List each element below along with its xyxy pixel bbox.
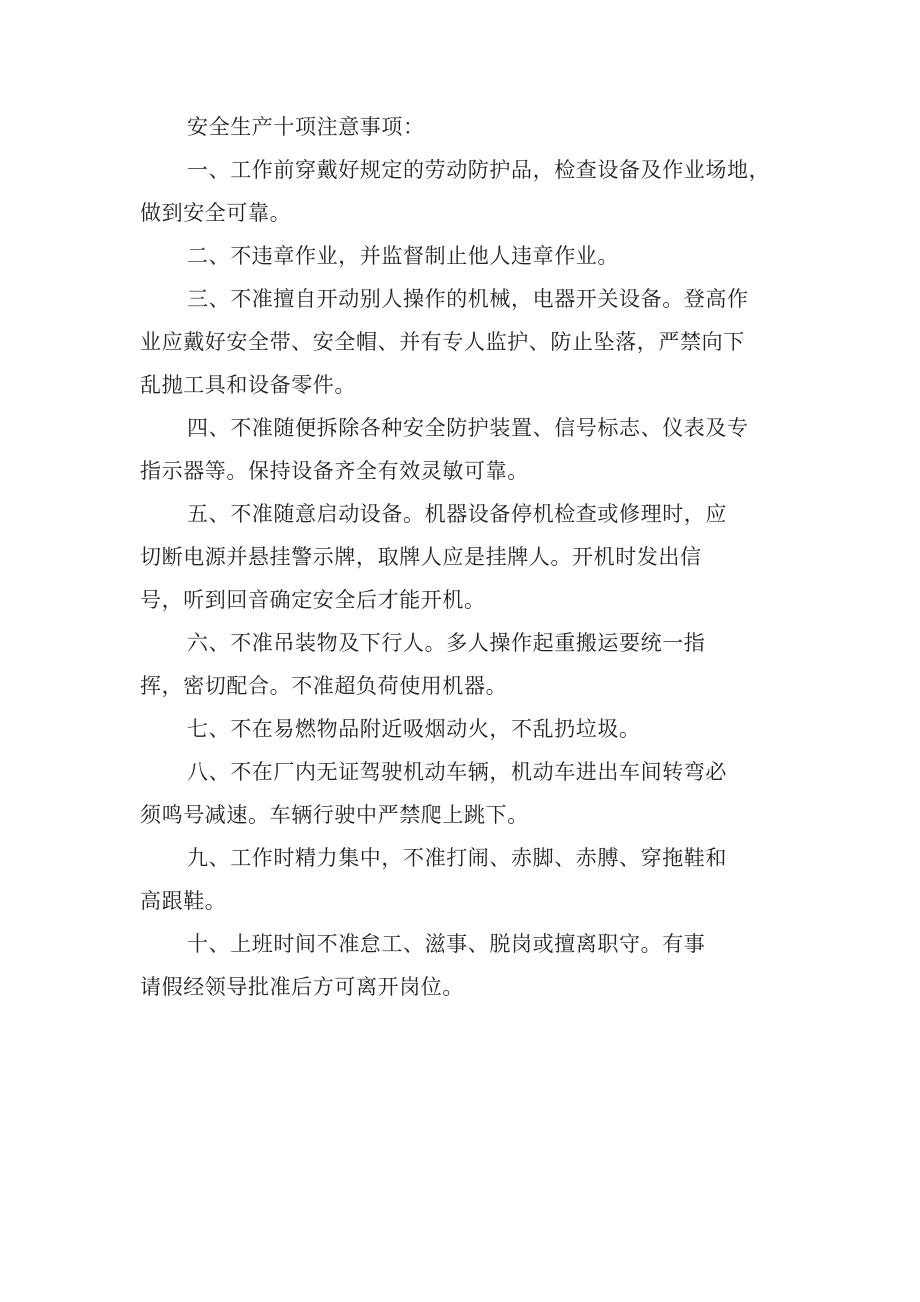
- document-body: [140, 106, 790, 1009]
- rule-line: 七、不在易燃物品附近吸烟动火，不乱扔垃圾。: [187, 717, 641, 741]
- rule-line: 须鸣号减速。车辆行驶中严禁爬上跳下。: [140, 803, 529, 827]
- rule-item-3: [140, 278, 790, 407]
- rule-line: 三、不准擅自开动别人操作的机械，电器开关设备。登高作: [187, 287, 749, 311]
- rule-line: 九、工作时精力集中，不准打闹、赤脚、赤膊、穿拖鞋和: [187, 846, 727, 870]
- rule-line: 指示器等。保持设备齐全有效灵敏可靠。: [140, 459, 529, 483]
- rule-line: 高跟鞋。: [140, 889, 227, 913]
- rule-line: 二、不违章作业，并监督制止他人违章作业。: [187, 244, 619, 268]
- rule-item-2: [140, 235, 790, 278]
- rule-line: 六、不准吊装物及下行人。多人操作起重搬运要统一指: [187, 631, 706, 655]
- rule-item-7: [140, 708, 790, 751]
- rule-line: 挥，密切配合。不准超负荷使用机器。: [140, 674, 508, 698]
- rule-line: 八、不在厂内无证驾驶机动车辆，机动车进出车间转弯必: [187, 760, 727, 784]
- rule-item-10: [140, 923, 790, 1009]
- document-heading: 安全生产十项注意事项：: [187, 115, 425, 139]
- rule-line: 做到安全可靠。: [140, 201, 292, 225]
- rule-line: 乱抛工具和设备零件。: [140, 373, 356, 397]
- rule-line: 请假经领导批准后方可离开岗位。: [140, 975, 464, 999]
- rule-line: 一、工作前穿戴好规定的劳动防护品，检查设备及作业场地，: [187, 158, 771, 182]
- rule-line: 四、不准随便拆除各种安全防护装置、信号标志、仪表及专: [187, 416, 749, 440]
- rule-line: 号，听到回音确定安全后才能开机。: [140, 588, 486, 612]
- rule-item-9: [140, 837, 790, 923]
- rule-item-5: [140, 493, 790, 622]
- rule-line: 五、不准随意启动设备。机器设备停机检查或修理时，应: [187, 502, 727, 526]
- rule-line: 十、上班时间不准怠工、滋事、脱岗或擅离职守。有事: [187, 932, 706, 956]
- rule-item-8: [140, 751, 790, 837]
- rule-line: 业应戴好安全带、安全帽、并有专人监护、防止坠落，严禁向下: [140, 330, 745, 354]
- rule-line: 切断电源并悬挂警示牌，取牌人应是挂牌人。开机时发出信: [140, 545, 702, 569]
- rule-item-4: [140, 407, 790, 493]
- rule-item-1: [140, 149, 790, 235]
- rule-item-6: [140, 622, 790, 708]
